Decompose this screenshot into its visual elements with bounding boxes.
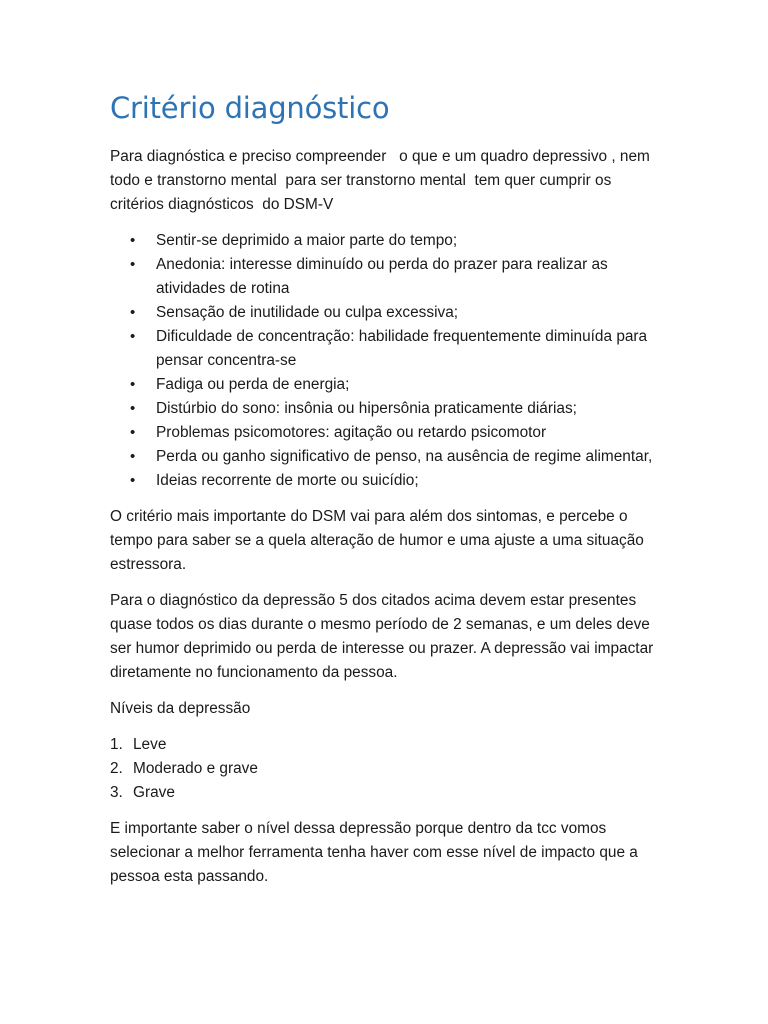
list-item <box>110 373 665 397</box>
list-number: 1. <box>110 736 123 753</box>
list-item <box>110 301 665 325</box>
criteria-text: Anedonia: interesse diminuído ou perda do prazer para realizar as atividades de rotina <box>156 256 608 297</box>
bullet-icon: • <box>130 424 136 441</box>
bullet-icon: • <box>130 304 136 321</box>
criteria-text: Perda ou ganho significativo de penso, na ausência de regime alimentar, <box>156 448 653 465</box>
bullet-icon: • <box>130 328 136 345</box>
criteria-text: Fadiga ou perda de energia; <box>156 376 350 393</box>
criteria-text: Distúrbio do sono: insônia ou hipersônia praticamente diárias; <box>156 400 577 417</box>
bullet-icon: • <box>130 256 136 273</box>
level-label: Grave <box>133 784 175 801</box>
list-item <box>110 253 665 301</box>
closing-paragraph: E importante saber o nível dessa depressão porque dentro da tcc vomos selecionar a melhor ferramenta tenha haver com esse nível de impacto que a pessoa esta passando. <box>110 820 638 885</box>
list-item <box>110 757 665 781</box>
dsm-criteria-paragraph: O critério mais importante do DSM vai para além dos sintomas, e percebe o tempo para saber se a quela alteração de humor e uma ajuste a uma situação estressora. <box>110 508 644 573</box>
list-item <box>110 229 665 253</box>
list-item <box>110 781 665 805</box>
list-item <box>110 325 665 373</box>
bullet-icon: • <box>130 232 136 249</box>
list-number: 2. <box>110 760 123 777</box>
list-item <box>110 733 665 757</box>
list-number: 3. <box>110 784 123 801</box>
criteria-list <box>110 229 665 493</box>
bullet-icon: • <box>130 400 136 417</box>
level-label: Moderado e grave <box>133 760 258 777</box>
intro-paragraph: Para diagnóstica e preciso compreender o que e um quadro depressivo , nem todo e transtorno mental para ser transtorno mental tem quer cumprir os critérios diagnósticos do DSM-V <box>110 148 655 213</box>
levels-list <box>110 733 665 805</box>
levels-heading: Níveis da depressão <box>110 700 251 717</box>
document-title: Critério diagnóstico <box>110 91 390 125</box>
criteria-text: Ideias recorrente de morte ou suicídio; <box>156 472 419 489</box>
bullet-icon: • <box>130 376 136 393</box>
level-label: Leve <box>133 736 167 753</box>
list-item <box>110 469 665 493</box>
list-item <box>110 397 665 421</box>
diagnosis-paragraph: Para o diagnóstico da depressão 5 dos citados acima devem estar presentes quase todos os dias durante o mesmo período de 2 semanas, e um deles deve ser humor deprimido ou perda de interesse ou prazer. A depressão vai impactar diretamente no funcionamento da pessoa. <box>110 592 654 681</box>
criteria-text: Dificuldade de concentração: habilidade frequentemente diminuída para pensar concentra-se <box>156 328 648 369</box>
list-item <box>110 445 665 469</box>
criteria-text: Sentir-se deprimido a maior parte do tempo; <box>156 232 458 249</box>
bullet-icon: • <box>130 472 136 489</box>
list-item <box>110 421 665 445</box>
bullet-icon: • <box>130 448 136 465</box>
document-body <box>110 86 665 901</box>
criteria-text: Problemas psicomotores: agitação ou retardo psicomotor <box>156 424 547 441</box>
criteria-text: Sensação de inutilidade ou culpa excessiva; <box>156 304 459 321</box>
